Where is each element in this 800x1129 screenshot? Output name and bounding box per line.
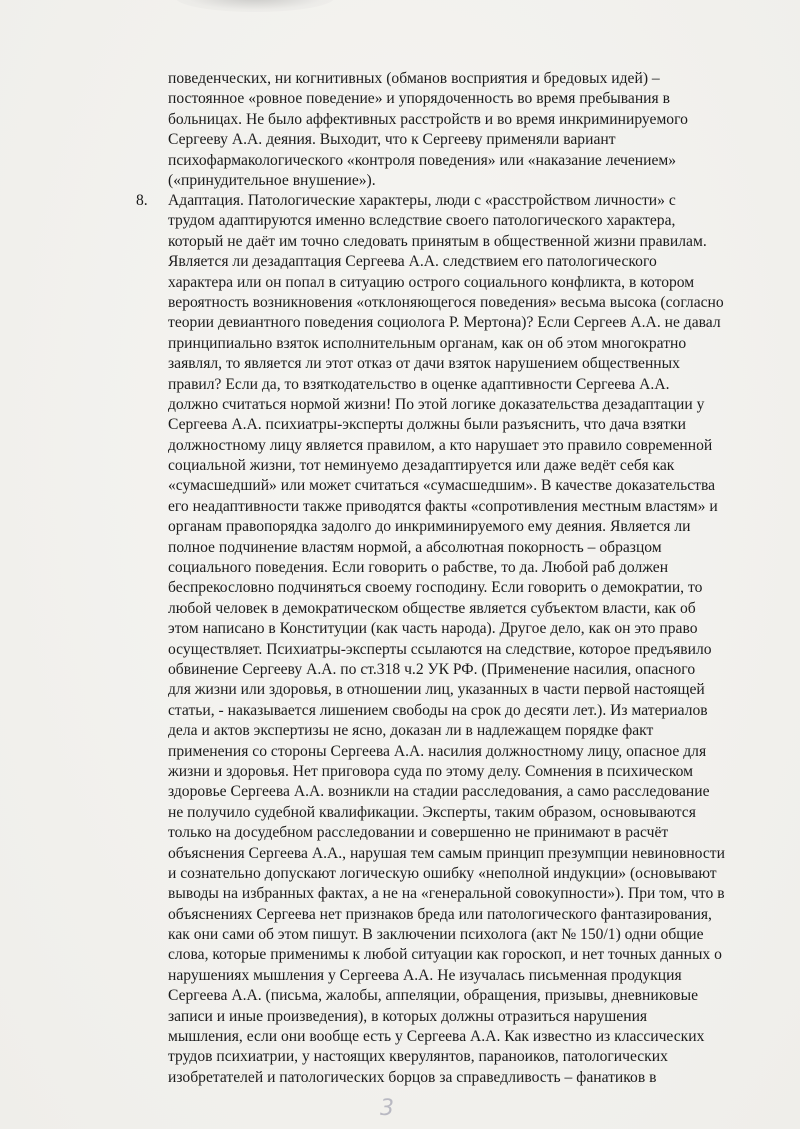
text-line: трудов психиатрии, у настоящих кверулянтов, параноиков, патологических (168, 1048, 668, 1066)
text-line: его неадаптивности также приводятся факты «сопротивления местным властям» и (168, 497, 718, 515)
continuation-paragraph (168, 69, 688, 191)
text-line: изобретателей и патологических борцов за справедливость – фанатиков в (168, 1068, 657, 1086)
text-line: здоровье Сергеева А.А. возникли на стадии расследования, а само расследование (168, 783, 710, 801)
text-line: для жизни или здоровья, в отношении лиц, указанных в части первой настоящей (168, 681, 705, 699)
text-line: постоянное «ровное поведение» и упорядоченность во время пребывания в (168, 90, 670, 108)
text-line: трудом адаптируются именно вследствие своего патологического характера, (168, 212, 676, 230)
text-line: только на досудебном расследовании и совершенно не принимают в расчёт (168, 824, 669, 842)
list-item-8-paragraph (168, 191, 725, 1088)
text-line: Сергееву А.А. деяния. Выходит, что к Сергееву применяли вариант (168, 131, 616, 149)
text-line: мышления, если они вообще есть у Сергеева А.А. Как известно из классических (168, 1028, 705, 1046)
text-line: вероятность возникновения «отклоняющегося поведения» весьма высока (согласно (168, 293, 724, 311)
text-line: заявлял, то является ли этот отказ от дачи взяток нарушением общественных (168, 355, 680, 373)
text-line: статьи, - наказывается лишением свободы на срок до десяти лет.). Из материалов (168, 701, 708, 719)
text-line: объяснениях Сергеева нет признаков бреда или патологического фантазирования, (168, 905, 712, 923)
text-line: объяснения Сергеева А.А., нарушая тем самым принцип презумпции невиновности (168, 844, 725, 862)
text-line: Сергеева А.А. (письма, жалобы, аппеляции, обращения, призывы, дневниковые (168, 987, 699, 1005)
text-line: не получило судебной квалификации. Эксперты, таким образом, основываются (168, 803, 696, 821)
text-line: «сумасшедший» или может считаться «сумасшедшим». В качестве доказательства (168, 477, 716, 495)
text-line: должностному лицу является правилом, а кто нарушает это правило современной (168, 436, 713, 454)
text-line: этом написано в Конституции (как часть народа). Другое дело, как он это право (168, 620, 698, 638)
text-line: психофармакологического «контроля поведения» или «наказание лечением» (168, 151, 677, 169)
text-line: больницах. Не было аффективных расстройств и во время инкриминируемого (168, 110, 688, 128)
scan-smudge (175, 0, 335, 12)
text-line: социальной жизни, тот неминуемо дезадаптируется или даже ведёт себя как (168, 457, 675, 475)
text-line: слова, которые применимы к любой ситуации как гороскоп, и нет точных данных о (168, 946, 722, 964)
text-line: Адаптация. Патологические характеры, люди с «расстройством личности» с (168, 192, 676, 209)
text-line: характера или он попал в ситуацию острого социального конфликта, в котором (168, 273, 695, 291)
page-number: 3 (380, 1096, 394, 1121)
text-line: нарушениях мышления у Сергеева А.А. Не изучалась письменная продукция (168, 966, 682, 984)
text-line: как они сами об этом пишут. В заключении психолога (акт № 150/1) одни общие (168, 926, 704, 944)
text-line: выводы на избранных фактах, а не на «генеральной совокупности»). При том, что в (168, 885, 725, 903)
text-line: принципиально взяток исполнительным органам, как он об этом многократно (168, 334, 687, 352)
text-line: применения со стороны Сергеева А.А. насилия должностному лицу, опасное для (168, 742, 707, 760)
text-line: социального поведения. Если говорить о рабстве, то да. Любой раб должен (168, 559, 669, 577)
text-line: должно считаться нормой жизни! По этой логике доказательства дезадаптации у (168, 395, 705, 413)
text-line: правил? Если да, то взяткодательство в оценке адаптивности Сергеева А.А. (168, 375, 670, 393)
list-item-number: 8. (136, 192, 148, 209)
text-line: Является ли дезадаптация Сергеева А.А. следствием его патологического (168, 253, 657, 271)
text-line: любой человек в демократическом обществе является субъектом власти, как об (168, 599, 696, 617)
text-line: полное подчинение властям нормой, а абсолютная покорность – образцом (168, 538, 662, 556)
text-line: теории девиантного поведения социолога Р. Мертона)? Если Сергеев А.А. не давал (168, 314, 721, 332)
text-line: обвинение Сергееву А.А. по ст.318 ч.2 УК РФ. (Применение насилия, опасного (168, 660, 696, 678)
text-line: органам правопорядка задолго до инкриминируемого ему деяния. Является ли (168, 518, 691, 536)
text-line: осуществляет. Психиатры-эксперты ссылаются на следствие, которое предъявило (168, 640, 712, 658)
text-line: поведенческих, ни когнитивных (обманов восприятия и бредовых идей) – (168, 70, 660, 87)
text-line: записи и иные произведения), в которых должны отразиться нарушения (168, 1007, 648, 1025)
text-line: жизни и здоровья. Нет приговора суда по этому делу. Сомнения в психическом (168, 762, 694, 780)
text-line: Сергеева А.А. психиатры-эксперты должны были разъяснить, что дача взятки (168, 416, 687, 434)
text-line: дела и актов экспертизы не ясно, доказан ли в надлежащем порядке факт (168, 722, 654, 740)
text-line: и сознательно допускают логическую ошибку «неполной индукции» (основывают (168, 864, 717, 882)
text-line: («принудительное внушение»). (168, 171, 376, 189)
text-line: который не даёт им точно следовать принятым в общественной жизни правилам. (168, 232, 707, 250)
text-line: беспрекословно подчиняться своему господину. Если говорить о демократии, то (168, 579, 703, 597)
